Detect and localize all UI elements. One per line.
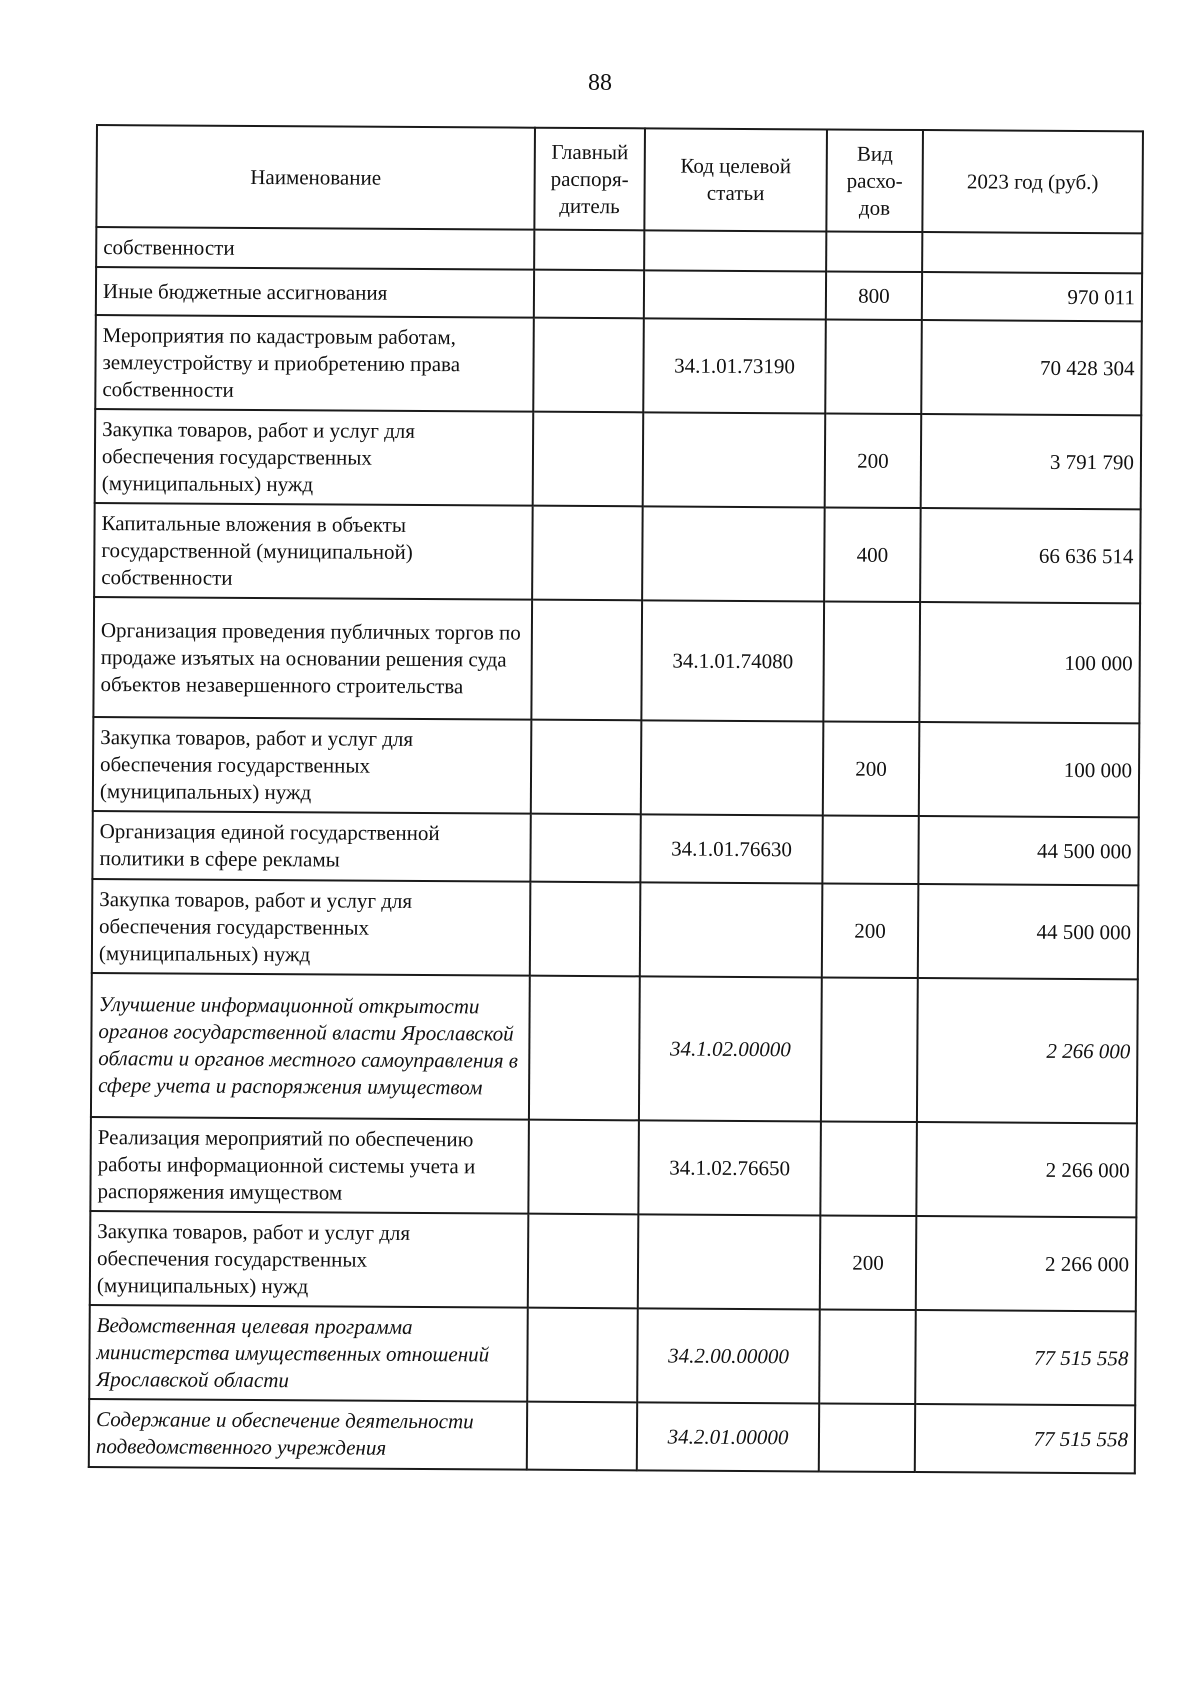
cell-amount: 2 266 000 [917, 978, 1138, 1123]
cell-code [644, 230, 826, 271]
cell-amount: 70 428 304 [921, 320, 1142, 415]
cell-name: Ведомственная целевая программа министерства имущественных отношений Ярославской области [89, 1305, 528, 1402]
cell-manager [528, 1214, 639, 1309]
cell-manager [530, 814, 640, 883]
cell-amount: 77 515 558 [915, 1310, 1136, 1405]
cell-name: Улучшение информационной открытости органов государственной власти Ярославской области и органов местного самоуправления в сфере учета и распоряжения имуществом [91, 973, 530, 1120]
cell-amount: 66 636 514 [920, 508, 1141, 603]
cell-type [821, 977, 918, 1122]
cell-manager [533, 412, 644, 507]
cell-name: Содержание и обеспечение деятельности подведомственного учреждения [89, 1399, 527, 1470]
cell-manager [531, 720, 642, 815]
table-row [95, 315, 1142, 415]
table-row [95, 409, 1142, 509]
budget-table [88, 124, 1144, 1474]
cell-name: Закупка товаров, работ и услуг для обеспечения государственных (муниципальных) нужд [95, 409, 534, 506]
cell-amount: 100 000 [919, 602, 1140, 723]
cell-type [819, 1403, 915, 1472]
cell-amount: 2 266 000 [916, 1122, 1137, 1217]
cell-type [820, 1121, 917, 1216]
table-row [92, 879, 1139, 979]
table-row [90, 1211, 1137, 1311]
table-row [90, 1117, 1137, 1217]
table-row [91, 973, 1138, 1123]
cell-name: Иные бюджетные ассигнования [96, 267, 534, 318]
cell-name: Организация проведения публичных торгов по продаже изъятых на основании решения суда объектов незавершенного строительства [93, 597, 532, 720]
table-header-row [96, 125, 1143, 233]
cell-type: 200 [823, 721, 920, 816]
cell-amount: 100 000 [919, 722, 1140, 817]
cell-name: Капитальные вложения в объекты государственной (муниципальной) собственности [94, 503, 533, 600]
cell-code: 34.1.01.76630 [640, 814, 822, 883]
header-manager: Главный распоря-дитель [534, 128, 645, 231]
cell-type [825, 319, 922, 414]
cell-manager [531, 600, 642, 721]
header-type: Вид расхо-дов [826, 129, 923, 232]
cell-manager [533, 318, 644, 413]
cell-manager [534, 270, 644, 319]
cell-type [819, 1309, 916, 1404]
cell-name: Закупка товаров, работ и услуг для обеспечения государственных (муниципальных) нужд [93, 717, 532, 814]
page-number: 88 [588, 70, 612, 96]
table-row [93, 597, 1140, 723]
cell-amount [922, 232, 1142, 273]
cell-name: Закупка товаров, работ и услуг для обеспечения государственных (муниципальных) нужд [92, 879, 531, 976]
cell-code: 34.1.02.00000 [639, 976, 822, 1121]
budget-sheet [88, 124, 1142, 1474]
header-amount: 2023 год (руб.) [922, 130, 1143, 233]
cell-type [822, 815, 918, 884]
cell-code: 34.1.02.76650 [638, 1120, 821, 1215]
table-row [96, 267, 1142, 321]
cell-name: Мероприятия по кадастровым работам, землеустройству и приобретению права собственности [95, 315, 534, 412]
table-row [93, 717, 1140, 817]
cell-amount: 2 266 000 [916, 1216, 1137, 1311]
cell-code [643, 412, 826, 507]
cell-manager [530, 882, 641, 977]
cell-name: собственности [96, 227, 534, 270]
cell-amount: 970 011 [922, 272, 1142, 321]
cell-code [640, 882, 823, 977]
table-row [94, 503, 1141, 603]
cell-code: 34.1.01.73190 [643, 318, 826, 413]
table-row [96, 227, 1142, 273]
cell-name: Организация единой государственной политики в сфере рекламы [92, 811, 530, 882]
cell-type: 200 [825, 413, 922, 508]
cell-type: 400 [824, 507, 921, 602]
cell-manager [532, 506, 643, 601]
cell-code: 34.2.01.00000 [637, 1402, 819, 1471]
cell-code: 34.1.01.74080 [641, 600, 824, 721]
cell-name: Реализация мероприятий по обеспечению работы информационной системы учета и распоряжения имуществом [90, 1117, 529, 1214]
cell-code [638, 1214, 821, 1309]
cell-manager [528, 1120, 639, 1215]
cell-amount: 44 500 000 [918, 884, 1139, 979]
header-code: Код целевой статьи [644, 128, 827, 231]
cell-code [642, 506, 825, 601]
cell-amount: 3 791 790 [921, 414, 1142, 509]
cell-manager [534, 230, 644, 271]
table-body [89, 227, 1143, 1473]
header-name: Наименование [96, 125, 535, 230]
cell-code [644, 270, 826, 319]
cell-type [826, 231, 922, 272]
cell-amount: 44 500 000 [918, 816, 1138, 885]
cell-manager [527, 1402, 637, 1471]
table-row [89, 1399, 1135, 1473]
cell-amount: 77 515 558 [915, 1404, 1135, 1473]
cell-name: Закупка товаров, работ и услуг для обеспечения государственных (муниципальных) нужд [90, 1211, 529, 1308]
table-row [92, 811, 1138, 885]
cell-code [641, 720, 824, 815]
cell-manager [527, 1308, 638, 1403]
cell-type: 200 [822, 883, 919, 978]
cell-code: 34.2.00.00000 [637, 1308, 820, 1403]
cell-manager [529, 976, 640, 1121]
cell-type: 800 [826, 271, 922, 320]
table-row [89, 1305, 1136, 1405]
cell-type: 200 [820, 1215, 917, 1310]
cell-type [823, 601, 920, 722]
